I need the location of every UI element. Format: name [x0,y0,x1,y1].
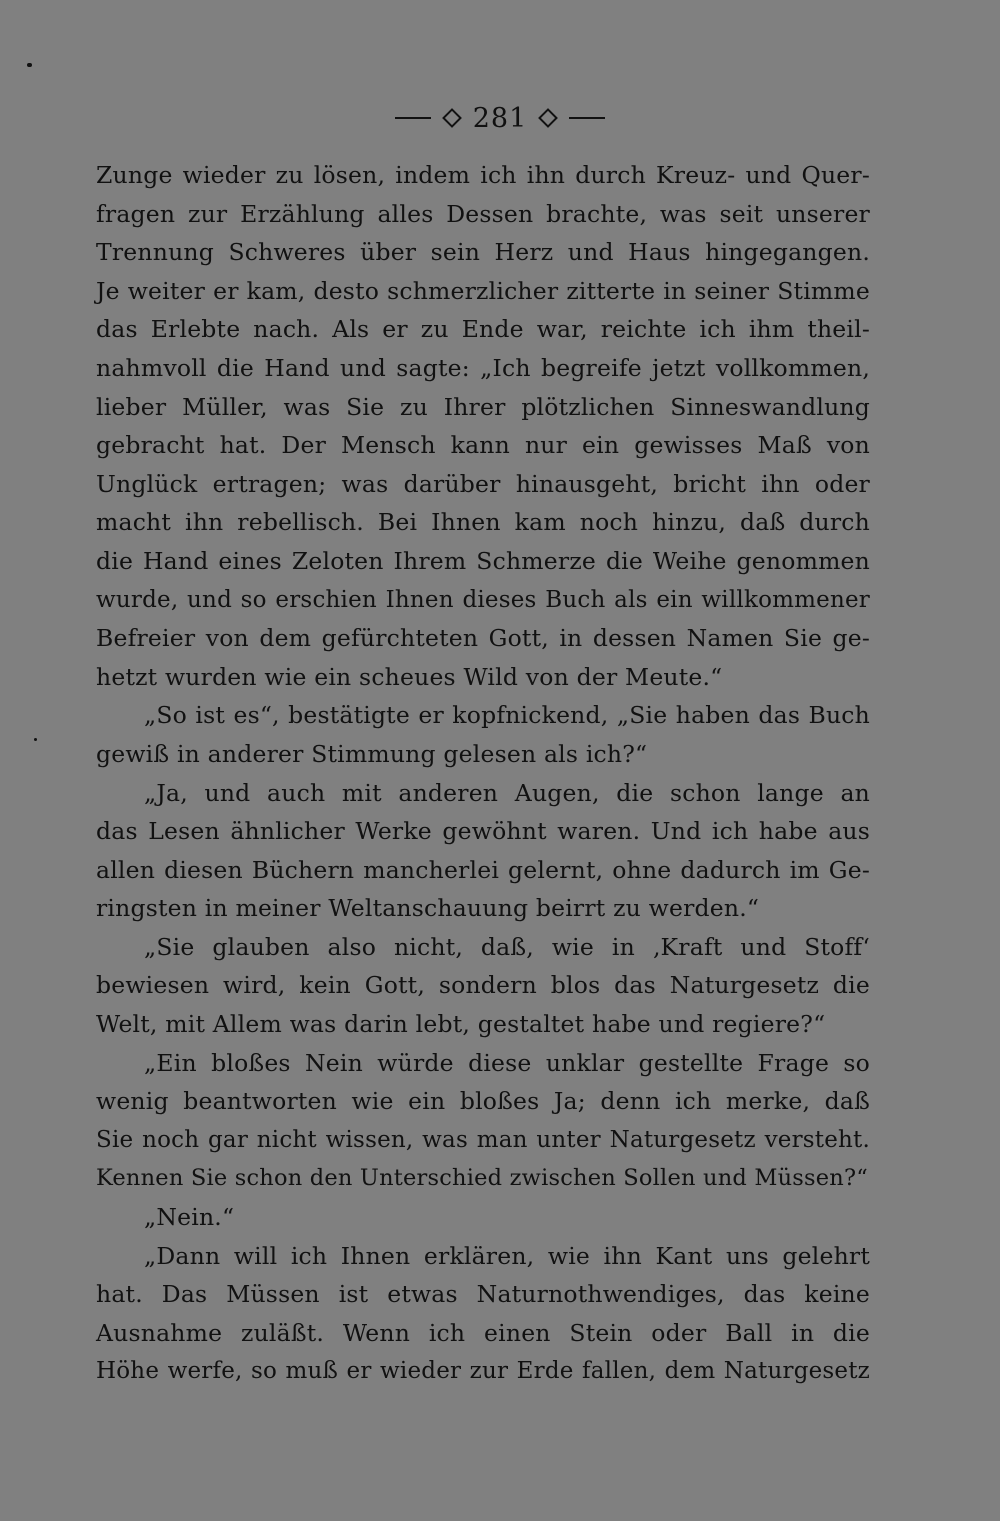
text-line: allen diesen Büchern mancherlei gelernt, ohne dadurch im Ge- [96,855,870,884]
text-line: Sie noch gar nicht wissen, was man unter Naturgesetz versteht. [96,1126,870,1153]
text-line: gebracht hat. Der Mensch kann nur ein gewisses Maß von [96,431,870,460]
text-line: die Hand eines Zeloten Ihrem Schmerze die Weihe genommen [96,546,870,575]
text-line: „Ja, und auch mit anderen Augen, die schon lange an [144,778,870,807]
text-line: gewiß in anderer Stimmung gelesen als ich?“ [96,739,648,768]
text-line: hetzt wurden wie ein scheues Wild von der Meute.“ [96,662,723,691]
text-line: Unglück ertragen; was darüber hinausgeht, bricht ihn oder [96,469,870,498]
header-ornament-right-icon [538,108,558,128]
text-line: lieber Müller, was Sie zu Ihrer plötzlichen Sinneswandlung [96,392,870,421]
text-line: bewiesen wird, kein Gott, sondern blos das Naturgesetz die [96,971,870,1000]
text-line: fragen zur Erzählung alles Dessen brachte, was seit unserer [96,199,870,228]
text-line: hat. Das Müssen ist etwas Naturnothwendiges, das keine [96,1280,870,1309]
text-line: „Nein.“ [144,1203,235,1232]
text-line: Ausnahme zuläßt. Wenn ich einen Stein oder Ball in die [96,1318,870,1347]
text-line: das Lesen ähnlicher Werke gewöhnt waren. Und ich habe aus [96,817,870,846]
header-rule-left [395,117,431,119]
header-rule-right [569,117,605,119]
text-line: Je weiter er kam, desto schmerzlicher zitterte in seiner Stimme [96,276,870,305]
text-line: wurde, und so erschien Ihnen dieses Buch als ein willkommener [96,586,870,613]
header-ornament-left-icon [442,108,462,128]
text-line: macht ihn rebellisch. Bei Ihnen kam noch hinzu, daß durch [96,508,870,537]
text-line: Welt, mit Allem was darin lebt, gestaltet habe und regiere?“ [96,1010,826,1039]
text-line: Trennung Schweres über sein Herz und Haus hingegangen. [96,238,870,267]
body-text [96,156,870,1416]
page-header [0,96,1000,140]
print-speck [27,63,32,67]
text-line: wenig beantworten wie ein bloßes Ja; denn ich merke, daß [96,1087,870,1116]
text-line: nahmvoll die Hand und sagte: „Ich begreife jetzt vollkommen, [96,353,870,382]
text-line: Befreier von dem gefürchteten Gott, in dessen Namen Sie ge- [96,624,870,653]
text-line: Zunge wieder zu lösen, indem ich ihn durch Kreuz- und Quer- [96,161,870,189]
text-line: „So ist es“, bestätigte er kopfnickend, „Sie haben das Buch [144,701,870,730]
page-number: 281 [472,102,528,134]
text-line: „Dann will ich Ihnen erklären, wie ihn Kant uns gelehrt [144,1241,870,1270]
text-line: ringsten in meiner Weltanschauung beirrt zu werden.“ [96,894,760,923]
text-line: das Erlebte nach. Als er zu Ende war, reichte ich ihm theil- [96,315,870,344]
text-line: „Sie glauben also nicht, daß, wie in ‚Kraft und Stoff‘ [144,932,870,961]
text-line: Kennen Sie schon den Unterschied zwischen Sollen und Müssen?“ [96,1165,868,1192]
text-line: „Ein bloßes Nein würde diese unklar gestellte Frage so [144,1048,870,1077]
print-speck [34,738,37,741]
text-line: Höhe werfe, so muß er wieder zur Erde fallen, dem Naturgesetz [96,1358,870,1385]
